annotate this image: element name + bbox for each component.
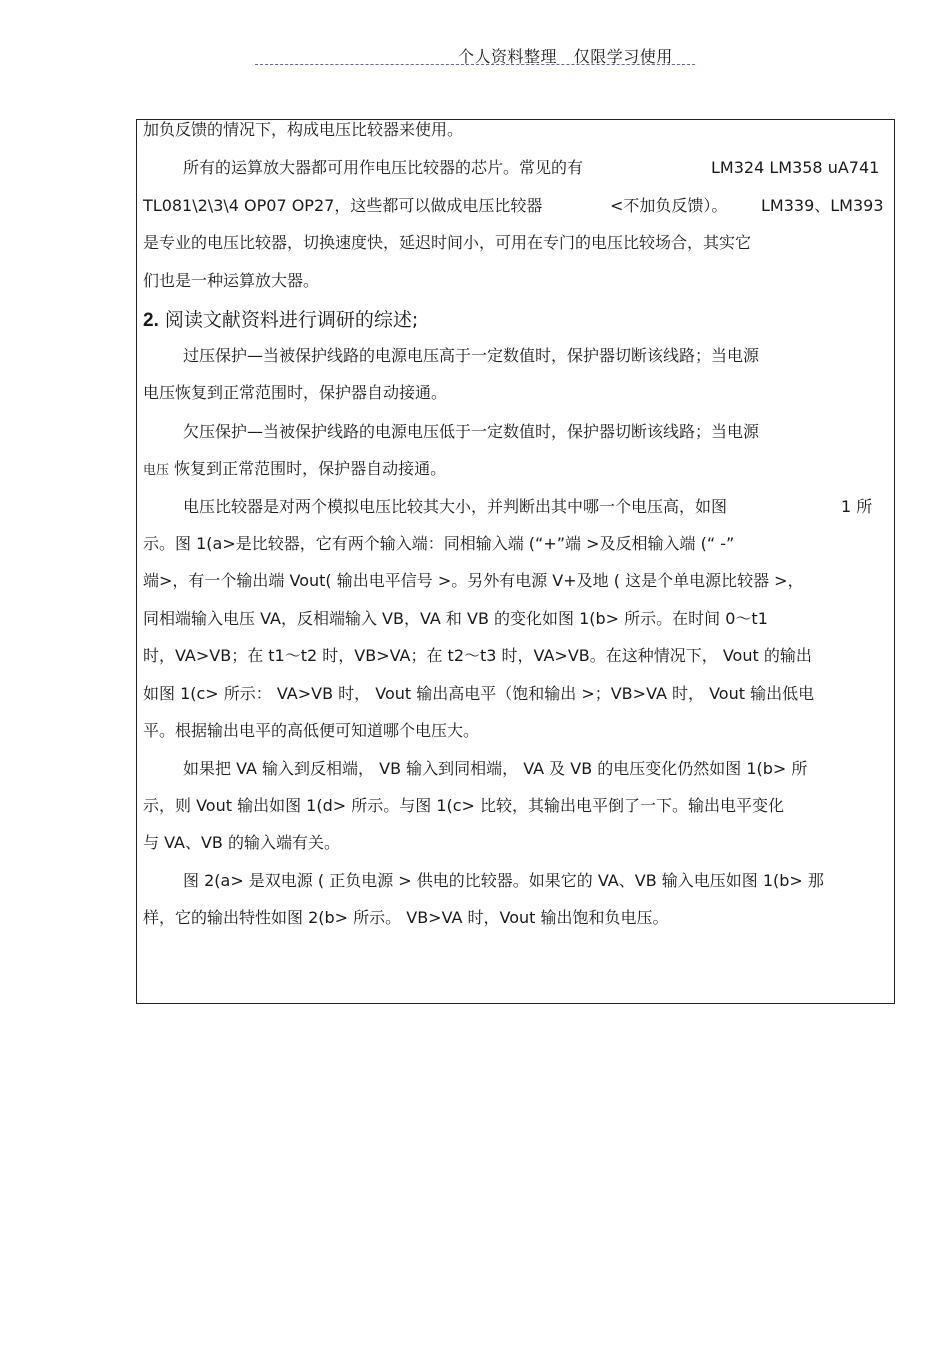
text-line: 们也是一种运算放大器。 — [143, 271, 320, 290]
section-title: 阅读文献资料进行调研的综述; — [158, 309, 419, 331]
chip-list-text: LM339、LM393 — [761, 196, 884, 215]
text-line: 示，则 Vout 输出如图 1(d> 所示。与图 1(c> 比较，其输出电平倒了一下。输出电平变化 — [143, 796, 785, 815]
text-line: 与 VA、VB 的输入端有关。 — [143, 833, 340, 852]
text-line: 如果把 VA 输入到反相端， VB 输入到同相端， VA 及 VB 的电压变化仍然如图 1(b> 所 — [183, 759, 808, 778]
text-line: 端>，有一个输出端 Vout( 输出电平信号 >。另外有电源 V+及地 ( 这是个单电源比较器 >， — [143, 571, 804, 590]
section-heading — [143, 310, 418, 331]
text-fragment: 恢复到正常范围时，保护器自动接通。 — [169, 459, 447, 478]
chip-list-text: LM324 LM358 uA741 — [711, 158, 880, 177]
text-line: 平。根据输出电平的高低便可知道哪个电压大。 — [143, 721, 480, 740]
text-line: TL081\2\3\4 OP07 OP27，这些都可以做成电压比较器 — [143, 196, 543, 215]
text-line: 示。图 1(a>是比较器，它有两个输入端：同相输入端 (“+”端 >及反相输入端 (“ -” — [143, 534, 735, 553]
text-line: 过压保护—当被保护线路的电源电压高于一定数值时，保护器切断该线路；当电源 — [183, 346, 760, 365]
text-line: 样，它的输出特性如图 2(b> 所示。 VB>VA 时，Vout 输出饱和负电压。 — [143, 908, 669, 927]
header-dashed-rule — [255, 64, 695, 65]
text-line — [143, 459, 446, 481]
text-line: 同相端输入电压 VA，反相端输入 VB，VA 和 VB 的变化如图 1(b> 所示。在时间 0～t1 — [143, 609, 768, 628]
text-line: 欠压保护—当被保护线路的电源电压低于一定数值时，保护器切断该线路；当电源 — [183, 422, 760, 441]
text-line: 如图 1(c> 所示： VA>VB 时， Vout 输出高电平（饱和输出 >；VB>VA 时， Vout 输出低电 — [143, 684, 815, 703]
page-header: 个人资料整理 仅限学习使用 — [458, 47, 673, 66]
text-line: 是专业的电压比较器，切换速度快，延迟时间小，可用在专门的电压比较场合，其实它 — [143, 233, 752, 252]
text-line: 时，VA>VB；在 t1～t2 时，VB>VA；在 t2～t3 时，VA>VB。在这种情况下， Vout 的输出 — [143, 646, 812, 665]
section-number: 2. — [143, 310, 159, 331]
text-line: 所有的运算放大器都可用作电压比较器的芯片。常见的有 — [183, 158, 584, 177]
text-line: 电压恢复到正常范围时，保护器自动接通。 — [143, 383, 448, 402]
text-line: 图 2(a> 是双电源 ( 正负电源 > 供电的比较器。如果它的 VA、VB 输入电压如图 1(b> 那 — [183, 871, 824, 890]
text-line: 加负反馈的情况下，构成电压比较器来使用。 — [143, 120, 464, 139]
text-fragment: <不加负反馈）。 — [610, 196, 728, 215]
text-fragment: 1 所 — [841, 497, 873, 516]
small-text: 电压 — [143, 463, 170, 478]
text-line: 电压比较器是对两个模拟电压比较其大小，并判断出其中哪一个电压高，如图 — [183, 497, 728, 516]
